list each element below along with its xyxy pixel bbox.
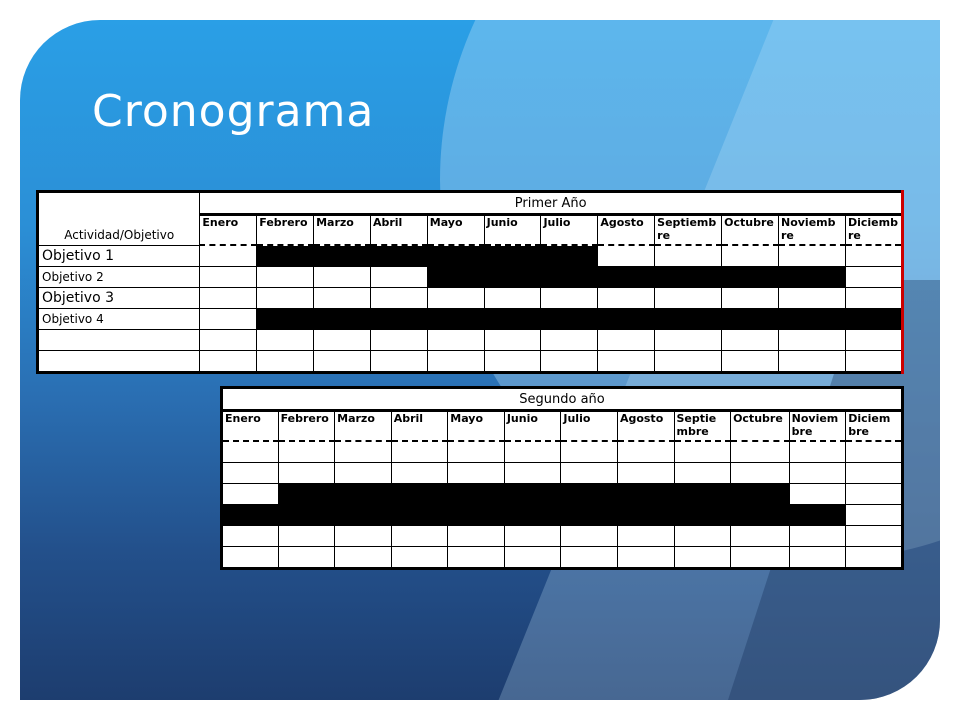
empty-cell xyxy=(674,547,731,569)
table-row xyxy=(222,547,903,569)
empty-cell xyxy=(598,329,655,350)
empty-cell xyxy=(278,463,335,484)
filled-cell xyxy=(731,484,790,505)
filled-cell xyxy=(617,505,674,526)
month-header: Julio xyxy=(561,411,618,442)
empty-cell xyxy=(427,329,484,350)
month-header: Abril xyxy=(391,411,448,442)
empty-cell xyxy=(391,547,448,569)
empty-cell xyxy=(598,287,655,308)
empty-cell xyxy=(257,350,314,372)
empty-cell xyxy=(257,287,314,308)
empty-cell xyxy=(789,526,846,547)
filled-cell xyxy=(448,505,505,526)
empty-cell xyxy=(314,266,371,287)
empty-cell xyxy=(722,329,779,350)
filled-cell xyxy=(484,266,541,287)
filled-cell xyxy=(448,484,505,505)
empty-cell xyxy=(314,329,371,350)
filled-cell xyxy=(257,245,314,266)
empty-cell xyxy=(427,287,484,308)
table-row xyxy=(222,505,903,526)
month-header: Marzo xyxy=(335,411,392,442)
month-header: Enero xyxy=(222,411,279,442)
empty-cell xyxy=(314,350,371,372)
empty-cell xyxy=(222,441,279,463)
empty-cell xyxy=(778,329,845,350)
month-header: Febrero xyxy=(257,215,314,246)
empty-cell xyxy=(617,441,674,463)
filled-cell xyxy=(427,266,484,287)
table-row xyxy=(38,329,903,350)
empty-cell xyxy=(484,350,541,372)
year-banner: Segundo año xyxy=(222,388,903,411)
table-row xyxy=(38,308,903,329)
empty-cell xyxy=(655,245,722,266)
empty-cell xyxy=(335,463,392,484)
filled-cell xyxy=(335,505,392,526)
filled-cell xyxy=(541,266,598,287)
empty-cell xyxy=(846,526,903,547)
empty-cell xyxy=(504,526,561,547)
empty-cell xyxy=(200,350,257,372)
empty-cell xyxy=(278,547,335,569)
filled-cell xyxy=(391,484,448,505)
empty-cell xyxy=(335,526,392,547)
empty-cell xyxy=(257,266,314,287)
month-header: Noviemb re xyxy=(778,215,845,246)
empty-cell xyxy=(846,484,903,505)
month-header: Mayo xyxy=(427,215,484,246)
month-header: Diciem bre xyxy=(846,411,903,442)
month-header: Agosto xyxy=(617,411,674,442)
filled-cell xyxy=(617,484,674,505)
slide-title: Cronograma xyxy=(92,86,375,137)
empty-cell xyxy=(541,329,598,350)
month-header: Octubre xyxy=(731,411,790,442)
empty-cell xyxy=(845,245,902,266)
empty-cell xyxy=(448,547,505,569)
empty-cell xyxy=(778,350,845,372)
empty-cell xyxy=(674,463,731,484)
activity-label xyxy=(38,329,200,350)
table-row xyxy=(222,441,903,463)
filled-cell xyxy=(504,505,561,526)
month-header: Marzo xyxy=(314,215,371,246)
filled-cell xyxy=(391,505,448,526)
month-header: Febrero xyxy=(278,411,335,442)
empty-cell xyxy=(541,350,598,372)
month-header: Septiemb re xyxy=(655,215,722,246)
table-row xyxy=(222,463,903,484)
month-header: Enero xyxy=(200,215,257,246)
empty-cell xyxy=(222,547,279,569)
filled-cell xyxy=(278,505,335,526)
filled-cell xyxy=(731,505,790,526)
activity-label: Objetivo 3 xyxy=(38,287,200,308)
filled-cell xyxy=(370,308,427,329)
empty-cell xyxy=(541,287,598,308)
empty-cell xyxy=(335,441,392,463)
empty-cell xyxy=(391,441,448,463)
empty-cell xyxy=(561,547,618,569)
empty-cell xyxy=(845,287,902,308)
table-row xyxy=(38,266,903,287)
empty-cell xyxy=(846,441,903,463)
month-header: Mayo xyxy=(448,411,505,442)
empty-cell xyxy=(391,463,448,484)
empty-cell xyxy=(504,463,561,484)
empty-cell xyxy=(222,463,279,484)
empty-cell xyxy=(731,441,790,463)
filled-cell xyxy=(598,308,655,329)
filled-cell xyxy=(427,245,484,266)
filled-cell xyxy=(845,308,902,329)
empty-cell xyxy=(722,350,779,372)
empty-cell xyxy=(789,547,846,569)
empty-cell xyxy=(674,526,731,547)
empty-cell xyxy=(314,287,371,308)
empty-cell xyxy=(448,463,505,484)
filled-cell xyxy=(655,266,722,287)
empty-cell xyxy=(731,526,790,547)
filled-cell xyxy=(541,308,598,329)
activity-label: Objetivo 1 xyxy=(38,245,200,266)
empty-cell xyxy=(674,441,731,463)
table-row xyxy=(222,526,903,547)
filled-cell xyxy=(335,484,392,505)
filled-cell xyxy=(370,245,427,266)
filled-cell xyxy=(561,505,618,526)
empty-cell xyxy=(598,350,655,372)
month-header: Septie mbre xyxy=(674,411,731,442)
table-row xyxy=(222,484,903,505)
filled-cell xyxy=(427,308,484,329)
empty-cell xyxy=(484,287,541,308)
filled-cell xyxy=(561,484,618,505)
empty-cell xyxy=(427,350,484,372)
empty-cell xyxy=(561,526,618,547)
empty-cell xyxy=(731,463,790,484)
filled-cell xyxy=(674,505,731,526)
filled-cell xyxy=(722,308,779,329)
month-header: Abril xyxy=(370,215,427,246)
filled-cell xyxy=(314,245,371,266)
empty-cell xyxy=(484,329,541,350)
empty-cell xyxy=(200,245,257,266)
empty-cell xyxy=(504,547,561,569)
filled-cell xyxy=(778,266,845,287)
month-header: Junio xyxy=(484,215,541,246)
table-row xyxy=(38,287,903,308)
empty-cell xyxy=(561,441,618,463)
year-banner: Primer Año xyxy=(200,192,903,215)
empty-cell xyxy=(731,547,790,569)
empty-cell xyxy=(391,526,448,547)
empty-cell xyxy=(278,526,335,547)
empty-cell xyxy=(617,526,674,547)
activity-label xyxy=(38,350,200,372)
filled-cell xyxy=(504,484,561,505)
empty-cell xyxy=(655,329,722,350)
month-header: Junio xyxy=(504,411,561,442)
empty-cell xyxy=(846,547,903,569)
empty-cell xyxy=(722,287,779,308)
filled-cell xyxy=(655,308,722,329)
empty-cell xyxy=(370,266,427,287)
empty-cell xyxy=(200,308,257,329)
empty-cell xyxy=(845,350,902,372)
month-header: Noviem bre xyxy=(789,411,846,442)
month-header: Diciemb re xyxy=(845,215,902,246)
month-header: Agosto xyxy=(598,215,655,246)
month-header: Julio xyxy=(541,215,598,246)
filled-cell xyxy=(789,505,846,526)
empty-cell xyxy=(845,329,902,350)
filled-cell xyxy=(778,308,845,329)
empty-cell xyxy=(335,547,392,569)
slide-background xyxy=(20,20,940,700)
empty-cell xyxy=(200,287,257,308)
filled-cell xyxy=(484,245,541,266)
empty-cell xyxy=(846,505,903,526)
table-row xyxy=(38,350,903,372)
filled-cell xyxy=(257,308,314,329)
banner-row xyxy=(222,388,903,411)
filled-cell xyxy=(598,266,655,287)
empty-cell xyxy=(504,441,561,463)
filled-cell xyxy=(314,308,371,329)
filled-cell xyxy=(722,266,779,287)
filled-cell xyxy=(222,505,279,526)
month-header: Octubre xyxy=(722,215,779,246)
banner-row xyxy=(38,192,903,215)
empty-cell xyxy=(722,245,779,266)
empty-cell xyxy=(655,287,722,308)
month-header-row xyxy=(222,411,903,442)
activity-label: Objetivo 2 xyxy=(38,266,200,287)
activity-label: Objetivo 4 xyxy=(38,308,200,329)
empty-cell xyxy=(561,463,618,484)
table-row xyxy=(38,245,903,266)
empty-cell xyxy=(789,463,846,484)
empty-cell xyxy=(370,350,427,372)
empty-cell xyxy=(789,484,846,505)
empty-cell xyxy=(789,441,846,463)
empty-cell xyxy=(846,463,903,484)
empty-cell xyxy=(278,441,335,463)
empty-cell xyxy=(222,484,279,505)
empty-cell xyxy=(370,329,427,350)
empty-cell xyxy=(370,287,427,308)
empty-cell xyxy=(598,245,655,266)
empty-cell xyxy=(448,441,505,463)
activity-objective-header: Actividad/Objetivo xyxy=(38,192,200,246)
empty-cell xyxy=(778,245,845,266)
empty-cell xyxy=(655,350,722,372)
filled-cell xyxy=(484,308,541,329)
empty-cell xyxy=(200,266,257,287)
empty-cell xyxy=(778,287,845,308)
filled-cell xyxy=(674,484,731,505)
empty-cell xyxy=(222,526,279,547)
empty-cell xyxy=(617,547,674,569)
filled-cell xyxy=(541,245,598,266)
second-year-schedule-table xyxy=(220,386,904,570)
empty-cell xyxy=(617,463,674,484)
empty-cell xyxy=(257,329,314,350)
empty-cell xyxy=(845,266,902,287)
empty-cell xyxy=(200,329,257,350)
filled-cell xyxy=(278,484,335,505)
first-year-schedule-table xyxy=(36,190,904,374)
empty-cell xyxy=(448,526,505,547)
